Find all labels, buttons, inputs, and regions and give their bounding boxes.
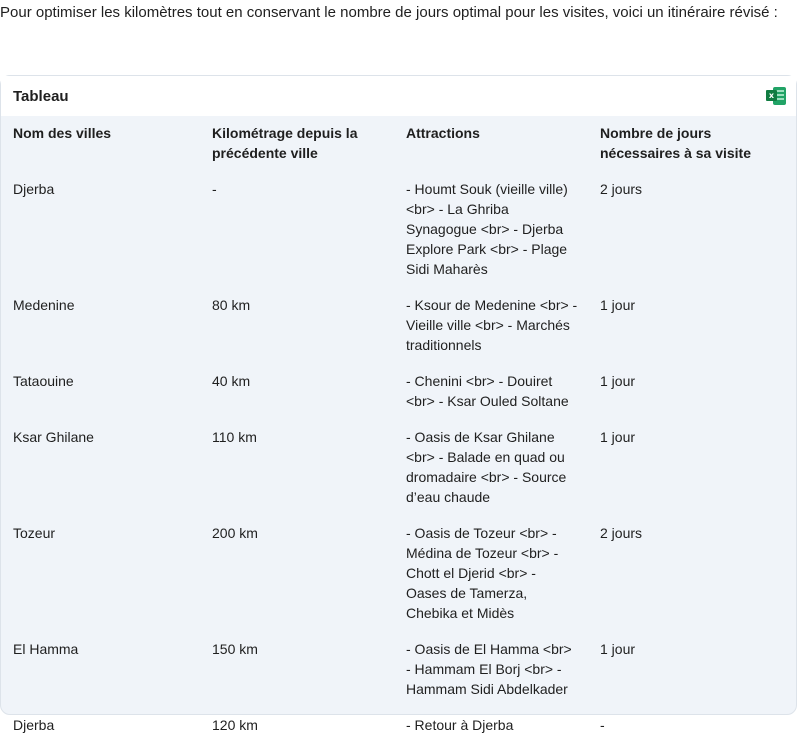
cell-attractions: - Oasis de El Hamma <br> - Hammam El Borj <br> - Hammam Sidi Abdelkader: [406, 641, 572, 697]
column-header-city: Nom des villes: [13, 125, 112, 141]
cell-city: Tozeur: [13, 525, 56, 541]
table-row: [1, 371, 798, 427]
table-card: [0, 75, 797, 733]
table-title: Tableau: [13, 87, 69, 105]
cell-days: -: [600, 717, 605, 733]
cell-days: 2 jours: [600, 525, 643, 541]
cell-city: El Hamma: [13, 641, 79, 657]
cell-attractions: - Ksour de Medenine <br> - Vieille ville <br> - Marchés traditionnels: [406, 297, 578, 353]
cell-distance: 110 km: [212, 429, 257, 445]
table-row: [1, 295, 798, 371]
cell-city: Djerba: [13, 717, 55, 733]
cell-distance: 80 km: [212, 297, 251, 313]
cell-city: Medenine: [13, 297, 75, 313]
cell-city: Tataouine: [13, 373, 74, 389]
cell-distance: 200 km: [212, 525, 258, 541]
cell-city: Djerba: [13, 181, 55, 197]
cell-days: 1 jour: [600, 373, 636, 389]
table-row: [1, 427, 798, 523]
table-row: [1, 715, 798, 751]
cell-days: 2 jours: [600, 181, 643, 197]
cell-days: 1 jour: [600, 429, 636, 445]
table-card-header: [1, 76, 796, 116]
cell-city: Ksar Ghilane: [13, 429, 94, 445]
table-header-row: [1, 116, 798, 179]
cell-attractions: - Oasis de Ksar Ghilane <br> - Balade en quad ou dromadaire <br> - Source d’eau chaude: [406, 429, 567, 505]
cell-attractions: - Retour à Djerba: [406, 717, 514, 733]
cell-distance: 120 km: [212, 717, 258, 733]
table-row: [1, 179, 798, 295]
intro-text: Pour optimiser les kilomètres tout en conservant le nombre de jours optimal pour les visites, voici un itinéraire révisé :: [0, 4, 778, 21]
excel-sheets-icon[interactable]: x: [766, 86, 786, 106]
cell-distance: 150 km: [212, 641, 258, 657]
cell-days: 1 jour: [600, 641, 636, 657]
cell-distance: 40 km: [212, 373, 251, 389]
column-header-distance: Kilométrage depuis la précédente ville: [212, 125, 358, 161]
table-row: [1, 523, 798, 639]
cell-attractions: - Houmt Souk (vieille ville) <br> - La Ghriba Synagogue <br> - Djerba Explore Park <br> - Plage Sidi Maharès: [406, 181, 568, 277]
cell-days: 1 jour: [600, 297, 636, 313]
column-header-attractions: Attractions: [406, 125, 480, 141]
itinerary-table: [1, 116, 798, 751]
table-row: [1, 639, 798, 715]
cell-attractions: - Chenini <br> - Douiret <br> - Ksar Ouled Soltane: [406, 373, 569, 409]
column-header-days: Nombre de jours nécessaires à sa visite: [600, 125, 752, 161]
cell-distance: -: [212, 181, 217, 197]
cell-attractions: - Oasis de Tozeur <br> - Médina de Tozeur <br> - Chott el Djerid <br> - Oases de Tamerza, Chebika et Midès: [406, 525, 559, 621]
